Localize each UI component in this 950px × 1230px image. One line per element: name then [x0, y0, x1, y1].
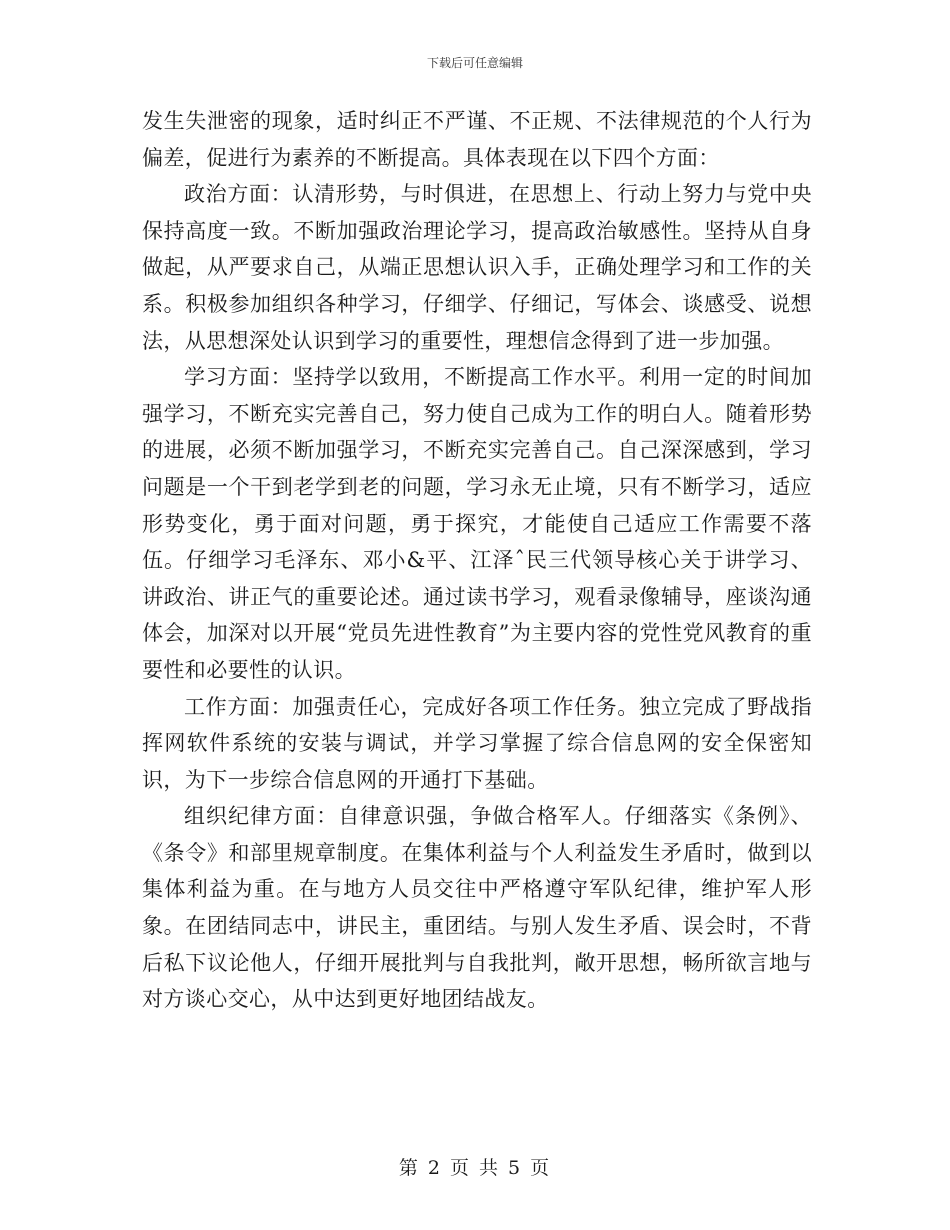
- page-number: 第 2 页 共 5 页: [398, 1157, 552, 1179]
- document-body: [142, 103, 812, 1018]
- paragraph-discipline: 组织纪律方面：自律意识强，争做合格军人。仔细落实《条例》、《条令》和部里规章制度。在集体利益与个人利益发生矛盾时，做到以集体利益为重。在与地方人员交往中严格遵守军队纪律，维护军人形象。在团结同志中，讲民主，重团结。与别人发生矛盾、误会时，不背后私下议论他人，仔细开展批判与自我批判，敞开思想，畅所欲言地与对方谈心交心，从中达到更好地团结战友。: [142, 804, 812, 1012]
- paragraph-intro-continuation: 发生失泄密的现象，适时纠正不严谨、不正规、不法律规范的个人行为偏差，促进行为素养的不断提高。具体表现在以下四个方面：: [142, 109, 812, 170]
- page-header: 下载后可任意编辑: [426, 56, 523, 70]
- paragraph-study: 学习方面：坚持学以致用，不断提高工作水平。利用一定的时间加强学习，不断充实完善自己，努力使自己成为工作的明白人。随着形势的进展，必须不断加强学习，不断充实完善自己。自己深深感到，学习问题是一个干到老学到老的问题，学习永无止境，只有不断学习，适应形势变化，勇于面对问题，勇于探究，才能使自己适应工作需要不落伍。仔细学习毛泽东、邓小&平、江泽ˆ民三代领导核心关于讲学习、讲政治、讲正气的重要论述。通过读书学习，观看录像辅导，座谈沟通体会，加深对以开展“党员先进性教育”为主要内容的党性党风教育的重要性和必要性的认识。: [142, 365, 812, 682]
- paragraph-politics: 政治方面：认清形势，与时俱进，在思想上、行动上努力与党中央保持高度一致。不断加强政治理论学习，提高政治敏感性。坚持从自身做起，从严要求自己，从端正思想认识入手，正确处理学习和工作的关系。积极参加组织各种学习，仔细学、仔细记，写体会、谈感受、说想法，从思想深处认识到学习的重要性，理想信念得到了进一步加强。: [142, 182, 812, 353]
- paragraph-work: 工作方面：加强责任心，完成好各项工作任务。独立完成了野战指挥网软件系统的安装与调试，并学习掌握了综合信息网的安全保密知识，为下一步综合信息网的开通打下基础。: [142, 694, 812, 792]
